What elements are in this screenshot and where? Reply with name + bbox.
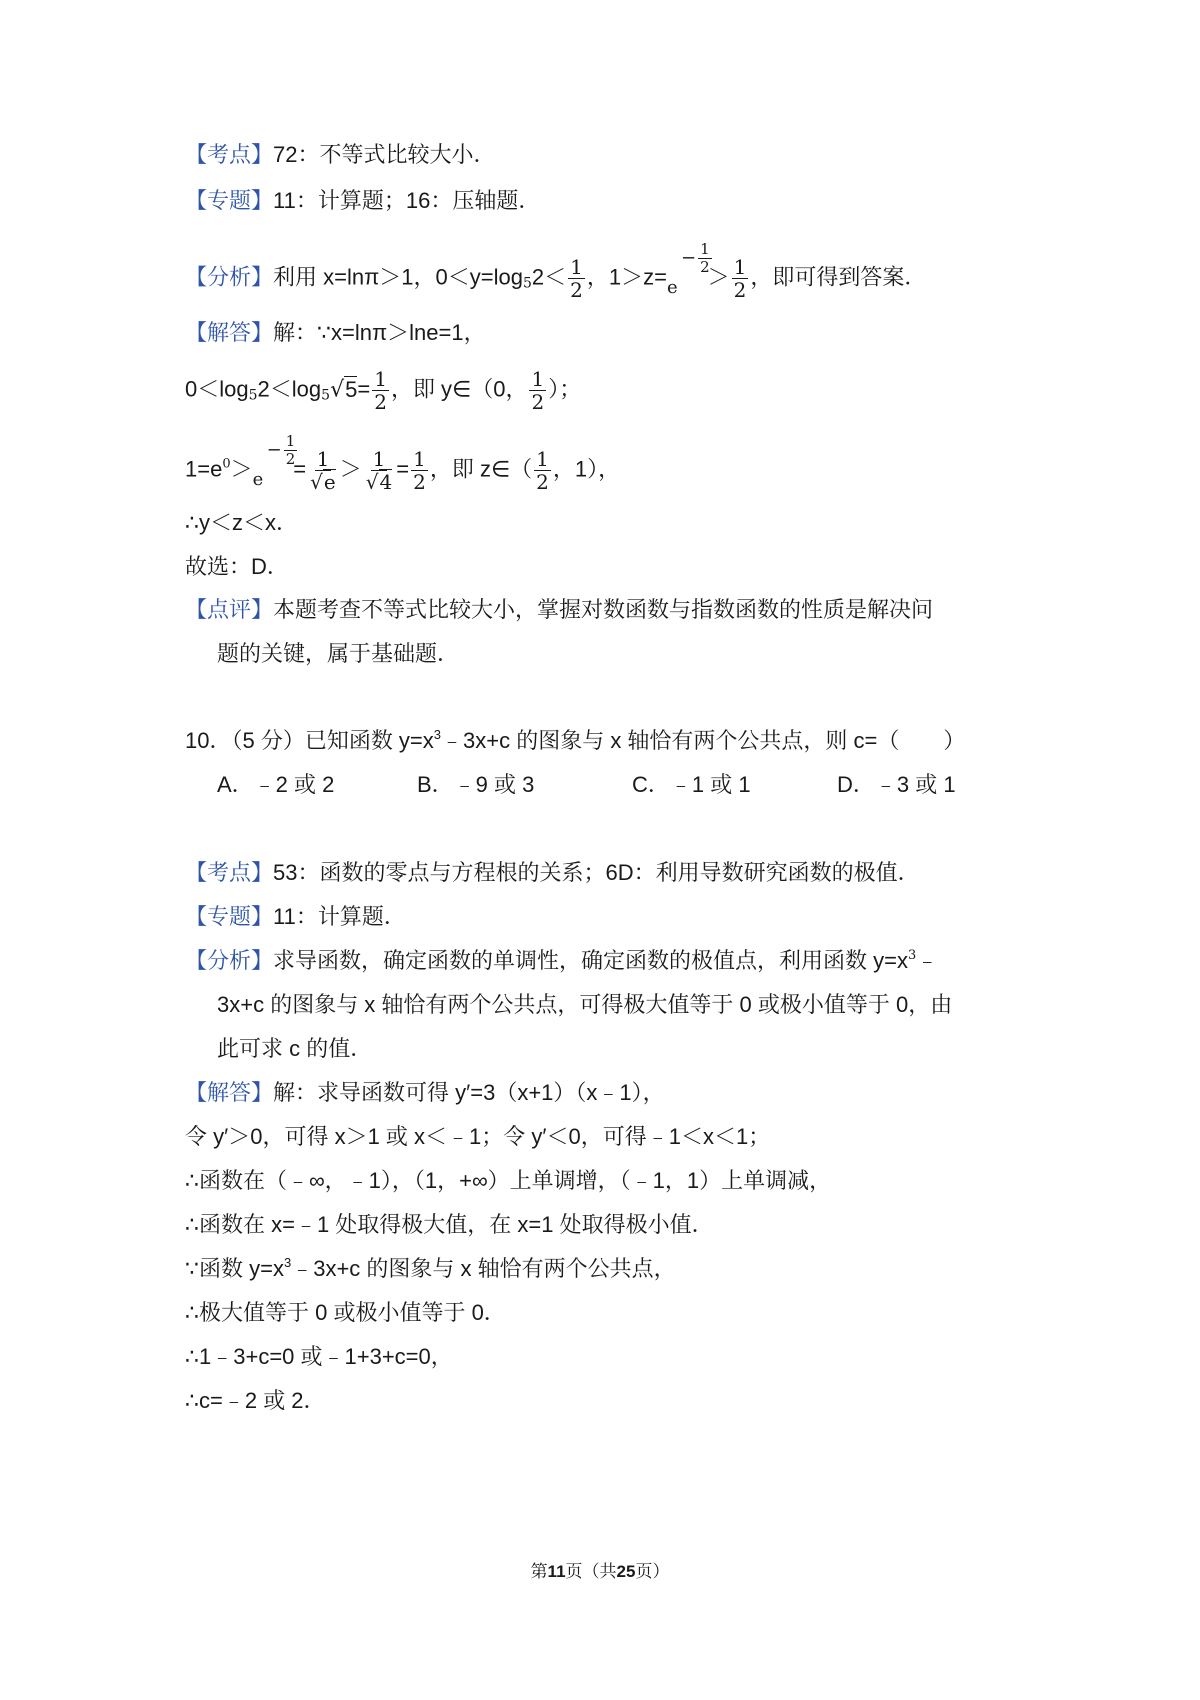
fenxi-tag: 【分析】 xyxy=(185,949,274,974)
q10-step-5: ∵函数 $y=x^3﹣3x+c$ 的图象与 x 轴恰有两个公共点， xyxy=(185,1255,676,1281)
jieda-tag: 【解答】 xyxy=(185,321,274,346)
page-footer: 第11页（共25页） xyxy=(530,1562,670,1582)
q10-zhuanti: 【专题】11：计算题． xyxy=(185,904,406,930)
jieda-tag: 【解答】 xyxy=(185,1081,274,1106)
q10-options xyxy=(0,770,1200,800)
q10-stem: 10．（5 分）已知函数 $y=x^3﹣3x+c$ 的图象与 x 轴恰有两个公共点，则 c=（ ） xyxy=(185,727,966,753)
q10-step-4: ∴函数在 x=﹣1 处取得极大值，在 x=1 处取得极小值． xyxy=(185,1212,714,1237)
page-number: 11 xyxy=(547,1562,566,1581)
q10-fenxi-cont2: 此可求 c 的值． xyxy=(217,1036,373,1061)
page-total: 25 xyxy=(616,1562,636,1581)
zhuanti-tag: 【专题】 xyxy=(185,189,274,214)
fraction-half: $\frac{1}{2}$ xyxy=(531,367,545,414)
q10-step-3: ∴函数在（﹣∞，﹣1），（1，+∞）上单调增，（﹣1，1）上单调减， xyxy=(185,1168,832,1193)
option-d: D．﹣3 或 1 xyxy=(837,772,956,797)
fraction-half: $\frac{1}{2}$ xyxy=(570,255,583,302)
q9-dianping: 【点评】本题考查不等式比较大小，掌握对数函数与指数函数的性质是解决问 xyxy=(185,598,934,623)
q9-zhuanti: 【专题】11：计算题；16：压轴题． xyxy=(185,188,541,214)
fraction-one-over-sqrt-e: $\frac{1}{√e}$ xyxy=(310,447,336,494)
e-power-neg-half: e − $\frac{1}{2}$ xyxy=(666,239,710,298)
option-b: B．﹣9 或 3 xyxy=(417,772,535,797)
q10-fenxi-cont1: 3x+c 的图象与 x 轴恰有两个公共点，可得极大值等于 0 或极小值等于 0，由 xyxy=(217,992,953,1017)
q9-fenxi: 【分析】利用 x=lnπ＞1，$0<y=\log_52<$ $\frac{1}{2}$ ，1＞z=e − $\frac{1}{2}$ ＞ $\frac{1}{2}$ ，即可得到答案． xyxy=(185,239,927,302)
q10-step-6: ∴极大值等于 0 或极小值等于 0． xyxy=(185,1300,506,1325)
dianping-tag: 【点评】 xyxy=(185,598,274,623)
q9-answer: 故选：D． xyxy=(185,554,289,579)
fraction-half: $\frac{1}{2}$ xyxy=(733,255,747,302)
q9-conclusion: ∴y＜z＜x． xyxy=(185,510,298,535)
fraction-half: $\frac{1}{2}$ xyxy=(536,447,549,494)
fraction-half: $\frac{1}{2}$ xyxy=(413,447,426,494)
q10-step-2: 令 y′＞0，可得 x＞1 或 x＜﹣1；令 y′＜0，可得﹣1＜x＜1； xyxy=(185,1124,771,1149)
fraction-one-over-sqrt-4: $\frac{1}{√4}$ xyxy=(365,447,393,494)
q10-step-8: ∴c=﹣2 或 2． xyxy=(185,1388,326,1413)
q10-fenxi: 【分析】求导函数，确定函数的单调性，确定函数的极值点，利用函数 $y=x^3﹣$ xyxy=(185,948,939,974)
q9-jieda: 【解答】解：∵x=lnπ＞lne=1， xyxy=(185,320,486,346)
fenxi-tag: 【分析】 xyxy=(185,265,274,291)
option-a: A．﹣2 或 2 xyxy=(217,772,335,797)
fraction-half: $\frac{1}{2}$ xyxy=(374,367,387,414)
q9-step-log: $0<\log_52<\log_5√5=$ $\frac{1}{2}$ ，即 y∈（0， $\frac{1}{2}$ ）； xyxy=(185,367,582,414)
q10-step-7: ∴1﹣3+c=0 或﹣1+3+c=0， xyxy=(185,1344,453,1369)
kaodian-tag: 【考点】 xyxy=(185,861,274,886)
zhuanti-tag: 【专题】 xyxy=(185,905,274,930)
option-c: C．﹣1 或 1 xyxy=(632,772,751,797)
q9-kaodian: 【考点】72：不等式比较大小． xyxy=(185,142,496,168)
kaodian-tag: 【考点】 xyxy=(185,143,274,168)
q10-jieda: 【解答】解：求导函数可得 y′=3（x+1）（x﹣1）， xyxy=(185,1080,665,1106)
q10-kaodian: 【考点】53：函数的零点与方程根的关系；6D：利用导数研究函数的极值． xyxy=(185,860,920,886)
q9-dianping-cont: 题的关键，属于基础题． xyxy=(217,642,460,667)
q9-step-exp: $1=e^0>e$ − $\frac{1}{2}$ = $\frac{1}{√e}$ ＞ $\frac{1}{√4}$ = $\frac{1}{2}$ ，即 z∈（ $\frac{1}{2}$ ，1）， xyxy=(185,431,621,494)
e-power-neg-half: e − $\frac{1}{2}$ xyxy=(252,431,296,490)
